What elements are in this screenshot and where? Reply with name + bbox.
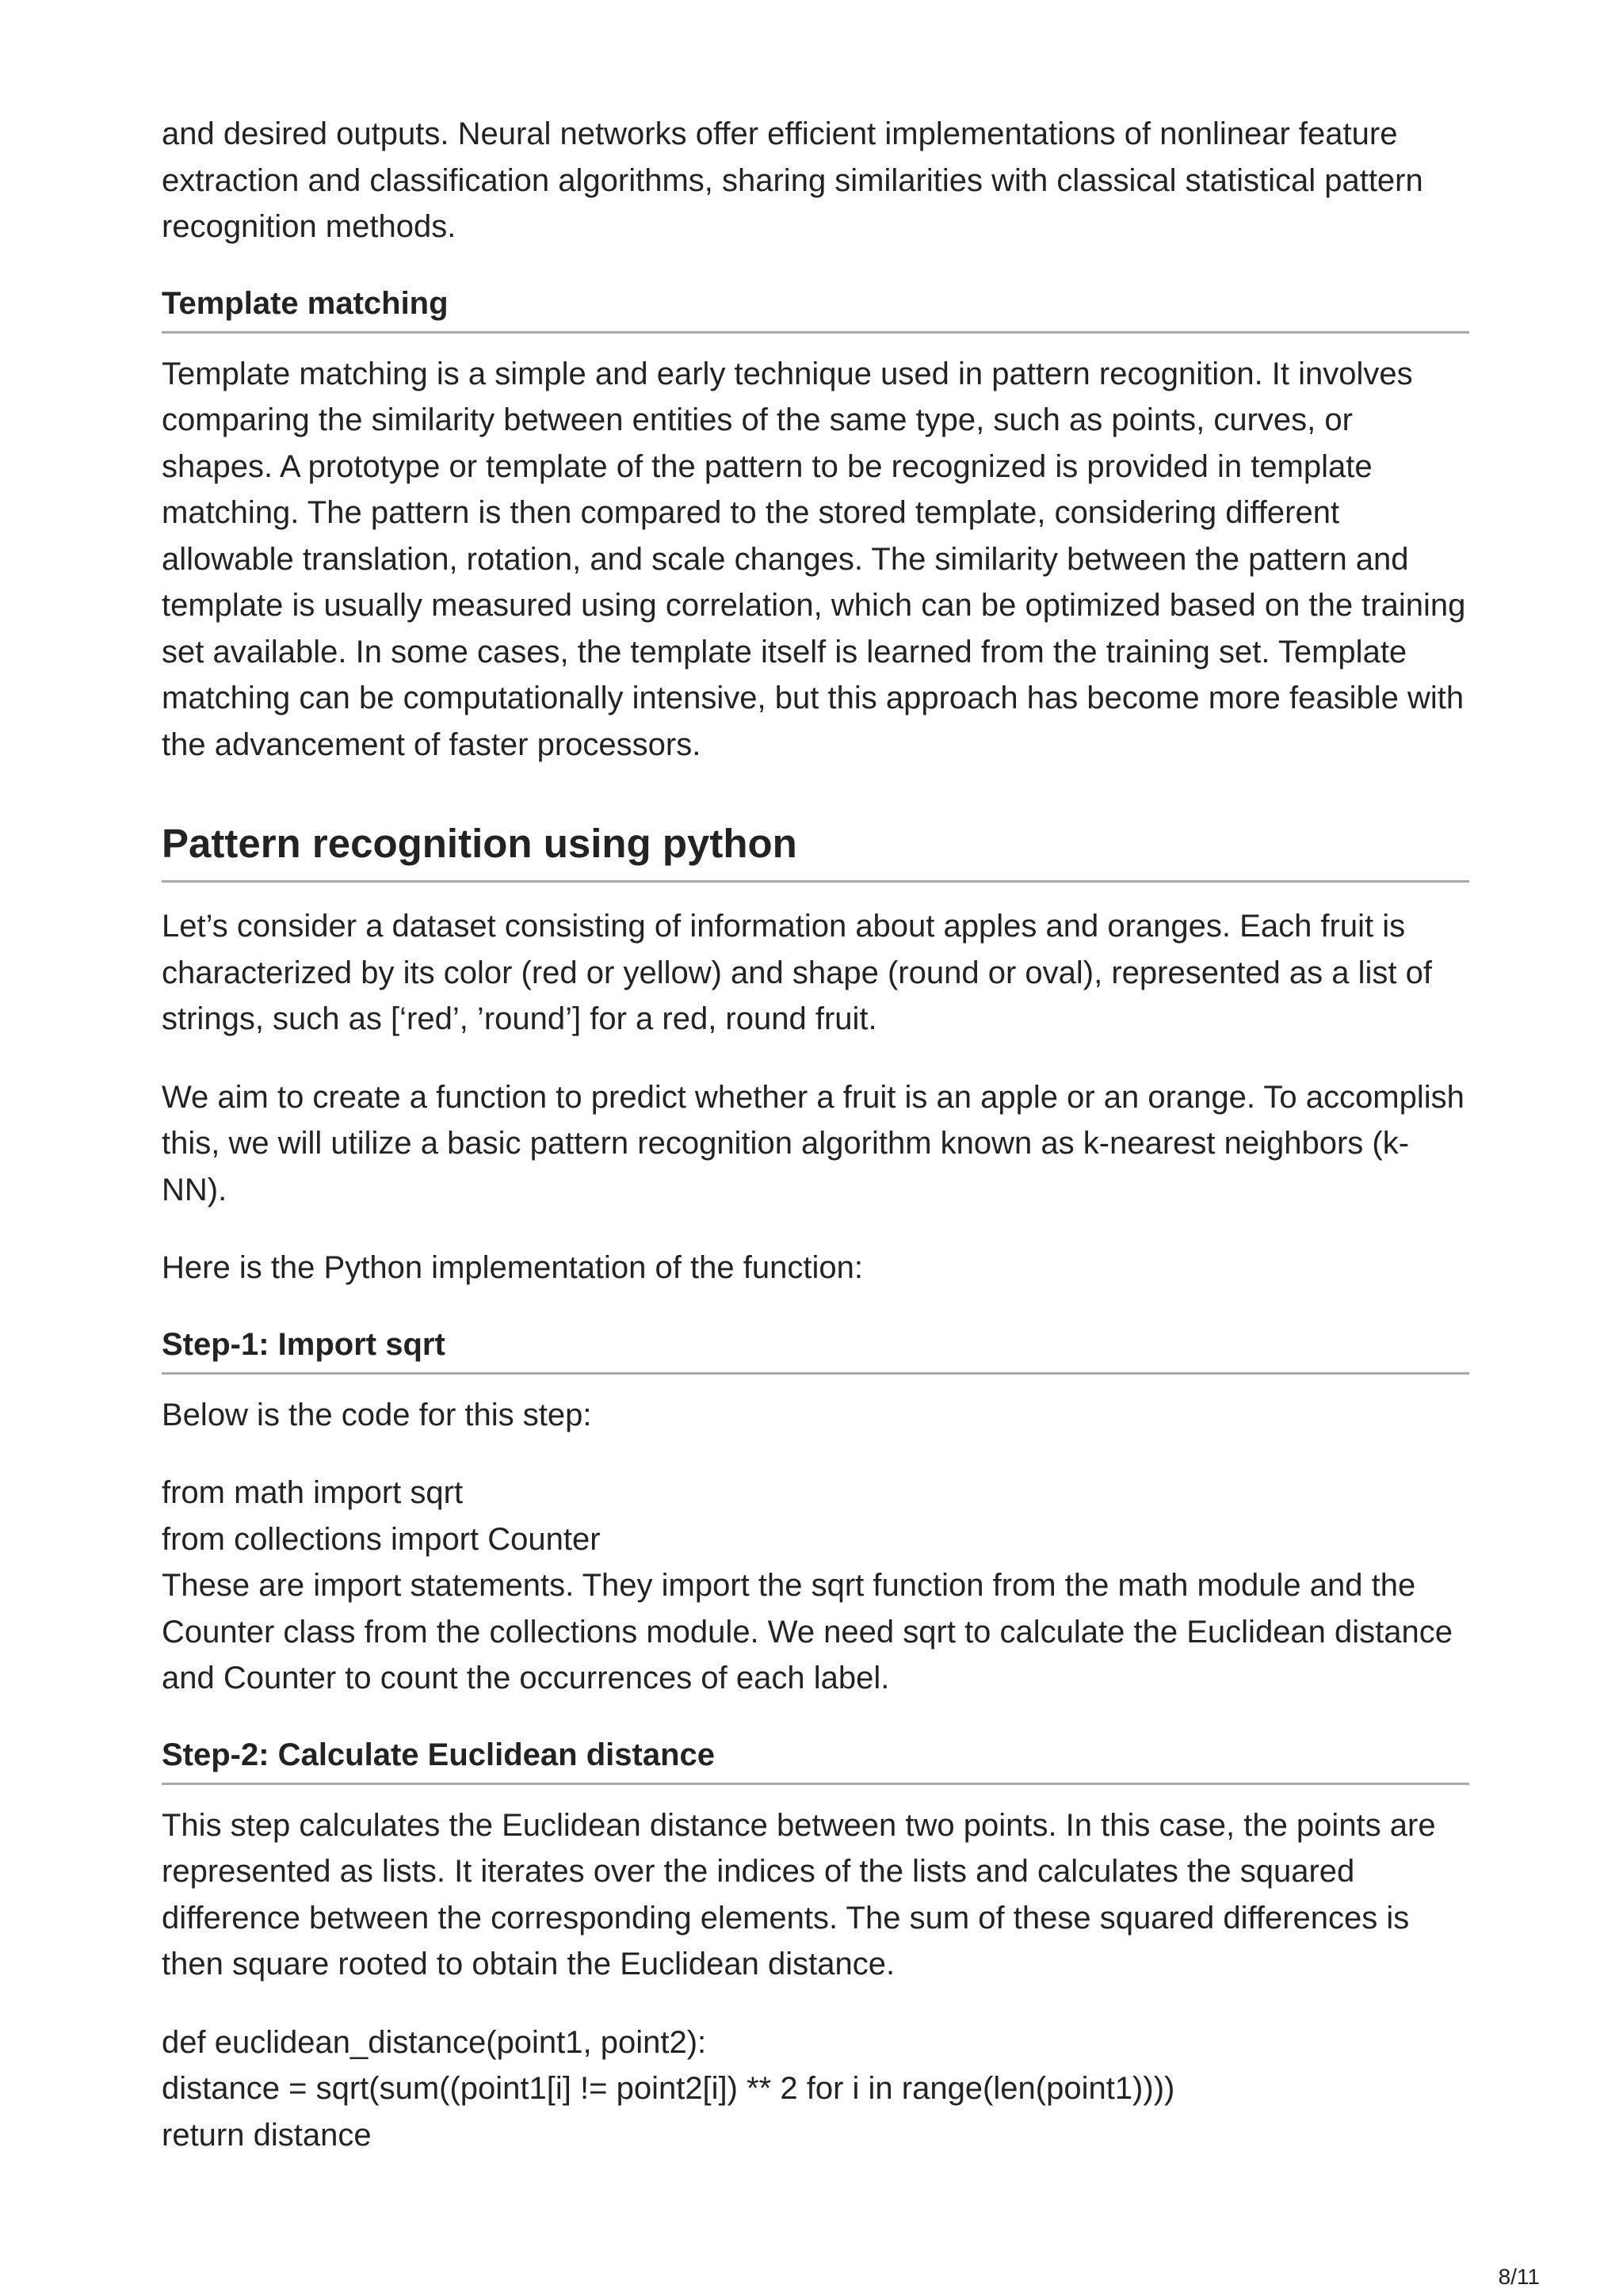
step1-intro: Below is the code for this step: (162, 1397, 592, 1432)
step2-heading: Step-2: Calculate Euclidean distance (162, 1733, 1469, 1785)
step2-code-line-1: def euclidean_distance(point1, point2): (162, 2024, 707, 2060)
step1-code-line-1: from math import sqrt (162, 1475, 464, 1510)
implementation-intro-paragraph: Here is the Python implementation of the function: (162, 1250, 863, 1285)
page-number: 8/11 (1498, 2264, 1540, 2289)
article-body (162, 111, 1469, 2158)
python-section-heading: Pattern recognition using python (162, 817, 1469, 883)
step1-code-line-2: from collections import Counter (162, 1521, 601, 1557)
step2-paragraph: This step calculates the Euclidean distance between two points. In this case, the points are represented as lists. It iterates over the indices of the lists and calculates the squared difference between the corresponding elements. The sum of these squared differences is then square rooted to obtain the Euclidean distance. (162, 1807, 1436, 1981)
step1-explanation: These are import statements. They import the sqrt function from the math module and the Counter class from the collections module. We need sqrt to calculate the Euclidean distance and Counter to count the occurrences of each label. (162, 1568, 1453, 1695)
template-matching-heading: Template matching (162, 282, 1469, 334)
step2-code-line-2: distance = sqrt(sum((point1[i] != point2[i]) ** 2 for i in range(len(point1)))) (162, 2071, 1175, 2106)
template-matching-paragraph: Template matching is a simple and early technique used in pattern recognition. It involves comparing the similarity between entities of the same type, such as points, curves, or shapes. A prototype or template of the pattern to be recognized is provided in template matching. The pattern is then compared to the stored template, considering different allowable translation, rotation, and scale changes. The similarity between the pattern and template is usually measured using correlation, which can be optimized based on the training set available. In some cases, the template itself is learned from the training set. Template matching can be computationally intensive, but this approach has become more feasible with the advancement of faster processors. (162, 356, 1466, 762)
step1-heading: Step-1: Import sqrt (162, 1323, 1469, 1375)
intro-paragraph: and desired outputs. Neural networks offer efficient implementations of nonlinear feature extraction and classification algorithms, sharing similarities with classical statistical pattern recognition methods. (162, 116, 1423, 244)
knn-paragraph: We aim to create a function to predict whether a fruit is an apple or an orange. To accomplish this, we will utilize a basic pattern recognition algorithm known as k-nearest neighbors (k-NN). (162, 1079, 1465, 1207)
fruit-dataset-paragraph: Let’s consider a dataset consisting of information about apples and oranges. Each fruit is characterized by its color (red or yellow) and shape (round or oval), represented as a list of strings, such as [‘red’, ’round’] for a red, round fruit. (162, 909, 1432, 1036)
step2-code-line-3: return distance (162, 2117, 372, 2153)
